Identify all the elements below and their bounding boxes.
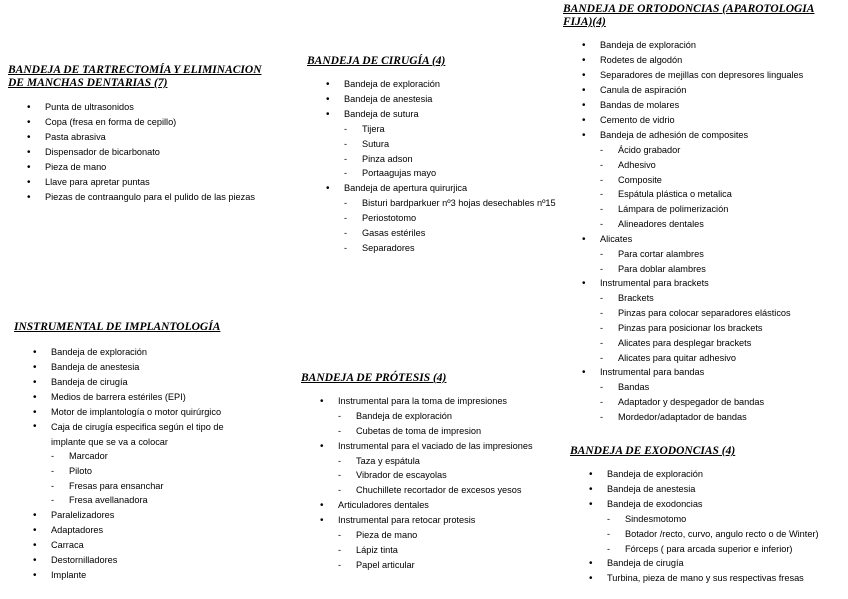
list-item: • Rodetes de algodón xyxy=(563,53,848,68)
list-item: • Carraca xyxy=(14,538,284,553)
sub-list xyxy=(344,122,577,181)
sub-item: - Fresa avellanadora xyxy=(51,493,246,508)
sub-item: - Sutura xyxy=(344,137,577,152)
list-item-label: Instrumental para bandas xyxy=(600,367,705,378)
sub-item: - Periostotomo xyxy=(344,211,577,226)
list-item: • Pasta abrasiva xyxy=(8,130,298,145)
sub-item: - Piloto xyxy=(51,464,246,479)
list-item: • Articuladores dentales xyxy=(301,498,571,513)
sub-list xyxy=(600,247,848,277)
list-item: • Canula de aspiración xyxy=(563,83,848,98)
sub-item: - Fórceps ( para arcada superior e inferior) xyxy=(607,542,848,557)
sub-item: - Botador /recto, curvo, angulo recto o de Winter) xyxy=(607,527,848,542)
section-implantologia xyxy=(14,321,284,583)
sub-item: - Alicates para quitar adhesivo xyxy=(600,351,848,366)
sub-list xyxy=(338,454,571,498)
list-item: • Bandas de molares xyxy=(563,98,848,113)
sub-list xyxy=(600,380,848,424)
section-title: BANDEJA DE TARTRECTOMÍA Y ELIMINACION DE MANCHAS DENTARIAS (7) xyxy=(8,64,262,89)
list-item-label: Instrumental para la toma de impresiones xyxy=(338,396,508,406)
list-item-label: Bandeja de sutura xyxy=(344,109,419,119)
list-item-label: Instrumental para retocar protesis xyxy=(338,514,476,525)
sub-item: - Composite xyxy=(600,173,848,188)
list-item: • Copa (fresa en forma de cepillo) xyxy=(8,115,298,130)
sub-item: - Marcador xyxy=(51,449,246,464)
item-list xyxy=(301,394,571,572)
section-cirugia xyxy=(307,55,577,255)
sub-item: - Pinzas para posicionar los brackets xyxy=(600,321,848,336)
item-list xyxy=(8,100,298,205)
list-item: • Implante xyxy=(14,568,284,583)
sub-item: - Sindesmotomo xyxy=(607,512,848,527)
list-item xyxy=(301,439,571,498)
list-item-label: Bandeja de apertura quirurjica xyxy=(344,183,468,194)
list-item xyxy=(307,107,577,181)
list-item: • Bandeja de cirugía xyxy=(570,556,848,571)
sub-item: - Fresas para ensanchar xyxy=(51,479,246,494)
section-ortodoncias xyxy=(563,3,848,425)
list-item: • Bandeja de exploración xyxy=(563,38,848,53)
list-item: • Separadores de mejillas con depresores linguales xyxy=(563,68,848,83)
list-item: • Bandeja de anestesia xyxy=(570,482,848,497)
item-list xyxy=(570,467,848,586)
list-item: • Turbina, pieza de mano y sus respectivas fresas xyxy=(570,571,848,586)
list-item: • Piezas de contraangulo para el pulido de las piezas xyxy=(8,190,298,205)
list-item xyxy=(563,128,848,232)
sub-item: - Para cortar alambres xyxy=(600,247,848,262)
list-item: • Dispensador de bicarbonato xyxy=(8,145,298,160)
item-list xyxy=(307,77,577,255)
list-item: • Bandeja de exploración xyxy=(14,345,284,360)
list-item: • Pieza de mano xyxy=(8,160,298,175)
list-item-label: Bandeja de adhesión de composites xyxy=(600,130,749,140)
section-exodoncias xyxy=(570,445,848,586)
list-item xyxy=(14,420,246,508)
section-protesis xyxy=(301,372,571,572)
section-title: BANDEJA DE ORTODONCIAS (APAROTOLOGIA FIJA)(4) xyxy=(563,3,815,28)
sub-item: - Para doblar alambres xyxy=(600,262,848,277)
list-item: • Medios de barrera estériles (EPI) xyxy=(14,390,284,405)
list-item-label: Caja de cirugía especifica según el tipo de implante que se va a colocar xyxy=(51,422,224,447)
item-list xyxy=(14,345,284,583)
sub-item: - Papel articular xyxy=(338,558,571,573)
sub-item: - Ácido grabador xyxy=(600,143,848,158)
sub-item: - Lámpara de polimerización xyxy=(600,202,848,217)
sub-list xyxy=(607,512,848,556)
sub-item: - Pinzas para colocar separadores elásticos xyxy=(600,306,848,321)
sub-item: - Mordedor/adaptador de bandas xyxy=(600,410,848,425)
sub-list xyxy=(338,528,571,572)
sub-item: - Alineadores dentales xyxy=(600,217,848,232)
sub-list xyxy=(600,143,848,232)
sub-item: - Bandeja de exploración xyxy=(338,409,571,424)
list-item: • Paralelizadores xyxy=(14,508,284,523)
section-title: BANDEJA DE PRÓTESIS (4) xyxy=(301,372,447,384)
list-item xyxy=(563,365,848,424)
section-title: INSTRUMENTAL DE IMPLANTOLOGÍA xyxy=(14,321,221,333)
list-item: • Destornilladores xyxy=(14,553,284,568)
sub-item: - Brackets xyxy=(600,291,848,306)
list-item: • Bandeja de exploración xyxy=(570,467,848,482)
sub-item: - Gasas estériles xyxy=(344,226,577,241)
sub-item: - Separadores xyxy=(344,241,577,256)
section-tartrectomia xyxy=(8,64,298,205)
sub-item: - Portaagujas mayo xyxy=(344,166,577,181)
list-item xyxy=(563,276,848,365)
sub-list xyxy=(600,291,848,365)
sub-item: - Pinza adson xyxy=(344,152,577,167)
sub-item: - Taza y espátula xyxy=(338,454,571,469)
section-title: BANDEJA DE CIRUGÍA (4) xyxy=(307,55,446,67)
list-item: • Bandeja de anestesia xyxy=(14,360,284,375)
sub-item: - Bandas xyxy=(600,380,848,395)
sub-item: - Tijera xyxy=(344,122,577,137)
sub-item: - Vibrador de escayolas xyxy=(338,468,571,483)
sub-item: - Lápiz tinta xyxy=(338,543,571,558)
list-item: • Bandeja de anestesia xyxy=(307,92,577,107)
list-item: • Cemento de vidrio xyxy=(563,113,848,128)
sub-item: - Adaptador y despegador de bandas xyxy=(600,395,848,410)
list-item xyxy=(307,181,577,255)
sub-list xyxy=(344,196,577,255)
sub-item: - Pieza de mano xyxy=(338,528,571,543)
list-item: • Bandeja de exploración xyxy=(307,77,577,92)
sub-item: - Espátula plástica o metalica xyxy=(600,187,848,202)
list-item xyxy=(301,513,571,572)
list-item: • Bandeja de cirugía xyxy=(14,375,284,390)
list-item xyxy=(563,232,848,277)
list-item-label: Alicates xyxy=(600,233,633,244)
list-item: • Adaptadores xyxy=(14,523,284,538)
list-item xyxy=(570,497,848,556)
list-item: • Motor de implantología o motor quirúrgico xyxy=(14,405,284,420)
sub-item: - Chuchillete recortador de excesos yesos xyxy=(338,483,571,498)
sub-list xyxy=(51,449,246,508)
sub-item: - Cubetas de toma de impresion xyxy=(338,424,571,439)
list-item-label: Instrumental para el vaciado de las impresiones xyxy=(338,440,533,451)
list-item: • Llave para apretar puntas xyxy=(8,175,298,190)
item-list xyxy=(563,38,848,425)
sub-item: - Alicates para desplegar brackets xyxy=(600,336,848,351)
list-item-label: Bandeja de exodoncias xyxy=(607,499,703,509)
list-item: • Punta de ultrasonidos xyxy=(8,100,298,115)
list-item-label: Instrumental para brackets xyxy=(600,278,709,289)
list-item xyxy=(301,394,571,439)
sub-list xyxy=(338,409,571,439)
section-title: BANDEJA DE EXODONCIAS (4) xyxy=(570,445,736,457)
sub-item: - Bisturi bardparkuer nº3 hojas desechables nº15 xyxy=(344,196,577,211)
sub-item: - Adhesivo xyxy=(600,158,848,173)
